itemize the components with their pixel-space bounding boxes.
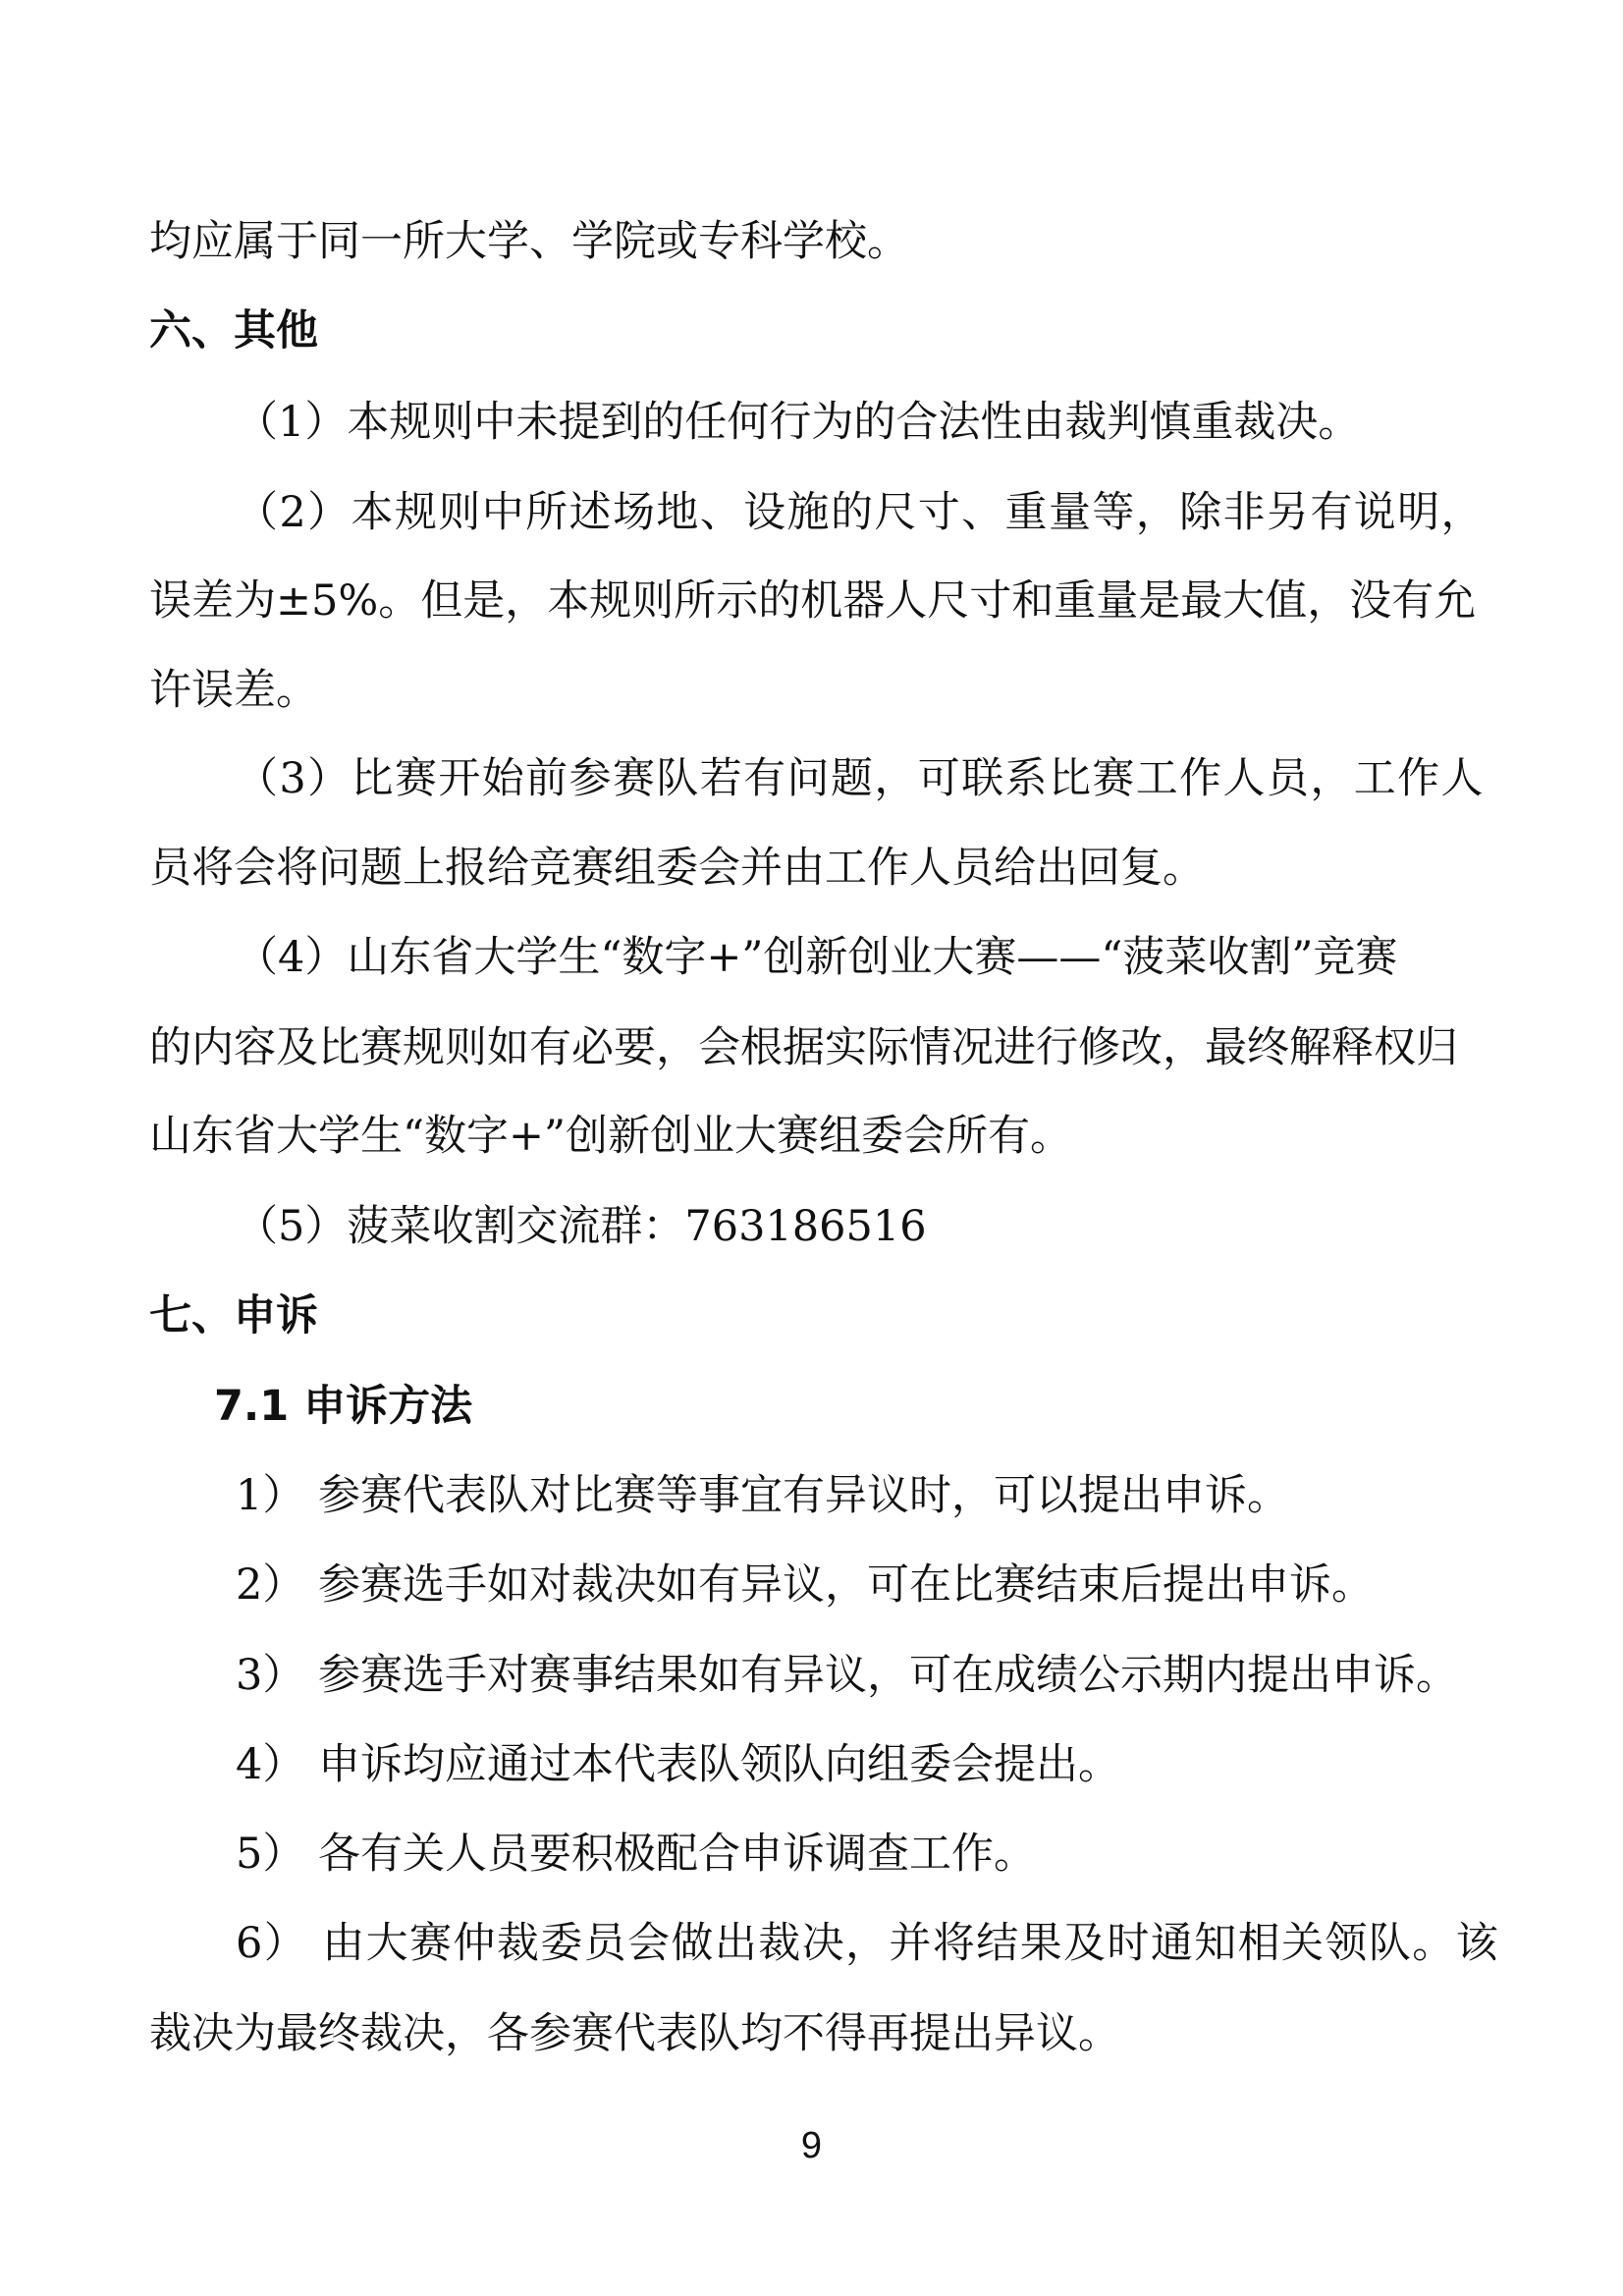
appeal-item-1: 1） 参赛代表队对比赛等事宜有异议时，可以提出申诉。 xyxy=(236,1471,1290,1520)
page-number: 9 xyxy=(800,2125,823,2166)
appeal-item-6-line-2: 裁决为最终裁决，各参赛代表队均不得再提出异议。 xyxy=(149,2009,1120,2058)
appeal-item-6-line-1: 6） 由大赛仲裁委员会做出裁决，并将结果及时通知相关领队。该 xyxy=(236,1919,1500,1968)
section-heading-other: 六、其他 xyxy=(149,306,318,355)
rule-item-3-line-1: （3）比赛开始前参赛队若有问题，可联系比赛工作人员，工作人 xyxy=(236,754,1485,803)
appeal-item-5: 5） 各有关人员要积极配合申诉调查工作。 xyxy=(236,1830,1037,1879)
rule-item-5: （5）菠菜收割交流群：763186516 xyxy=(236,1202,927,1251)
rule-item-1: （1）本规则中未提到的任何行为的合法性由裁判慎重裁决。 xyxy=(236,398,1361,447)
subsection-heading-appeal-method: 7.1 申诉方法 xyxy=(214,1382,473,1431)
rule-item-3-line-2: 员将会将问题上报给竞赛组委会并由工作人员给出回复。 xyxy=(149,844,1205,893)
rule-item-4-line-2: 的内容及比赛规则如有必要，会根据实际情况进行修改，最终解释权归 xyxy=(149,1023,1458,1072)
rule-item-2-line-3: 许误差。 xyxy=(149,666,318,715)
rule-item-4-line-3: 山东省大学生“数字+”创新创业大赛组委会所有。 xyxy=(149,1112,1072,1161)
paragraph-continuation: 均应属于同一所大学、学院或专科学校。 xyxy=(149,217,909,266)
appeal-item-2: 2） 参赛选手如对裁决如有异议，可在比赛结束后提出申诉。 xyxy=(236,1560,1375,1610)
appeal-item-3: 3） 参赛选手对赛事结果如有异议，可在成绩公示期内提出申诉。 xyxy=(236,1651,1459,1700)
rule-item-2-line-1: （2）本规则中所述场地、设施的尺寸、重量等，除非另有说明， xyxy=(236,488,1485,537)
rule-item-4-line-1: （4）山东省大学生“数字+”创新创业大赛——“菠菜收割”竞赛 xyxy=(236,933,1398,982)
appeal-item-4: 4） 申诉均应通过本代表队领队向组委会提出。 xyxy=(236,1740,1121,1789)
section-heading-appeal: 七、申诉 xyxy=(149,1291,318,1340)
rule-item-2-line-2: 误差为±5%。但是，本规则所示的机器人尺寸和重量是最大值，没有允 xyxy=(149,576,1477,626)
